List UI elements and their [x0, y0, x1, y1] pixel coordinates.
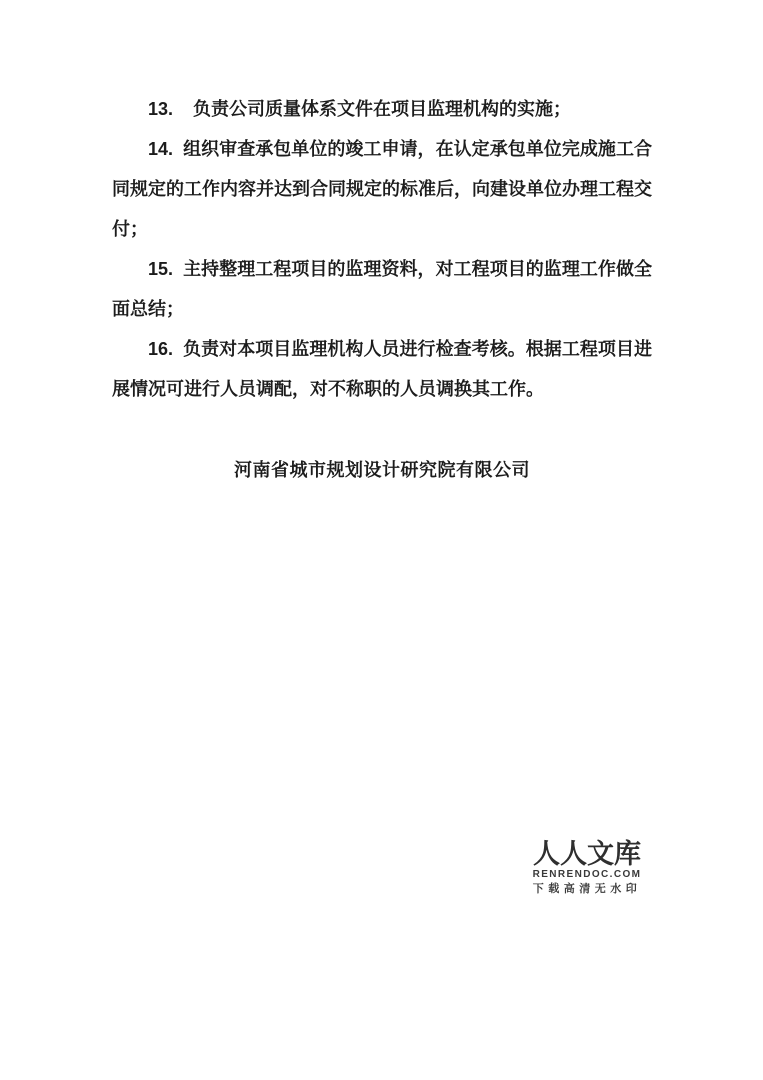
paragraph-15-line-2: 面总结；	[112, 299, 184, 319]
watermark-tagline-text: 下载高清无水印	[532, 883, 642, 895]
signature-company-name: 河南省城市规划设计研究院有限公司	[234, 460, 530, 480]
paragraph-15-line-1: 15. 主持整理工程项目的监理资料，对工程项目的监理工作做全	[148, 259, 652, 279]
paragraph-14-line-2: 同规定的工作内容并达到合同规定的标准后，向建设单位办理工程交	[112, 179, 652, 199]
paragraph-14-line-1: 14. 组织审查承包单位的竣工申请，在认定承包单位完成施工合	[148, 139, 652, 159]
paragraph-16-line-2: 展情况可进行人员调配，对不称职的人员调换其工作。	[112, 379, 544, 399]
watermark-domain-text: RENRENDOC.COM	[532, 869, 642, 880]
watermark	[523, 840, 651, 895]
paragraph-16-line-1: 16. 负责对本项目监理机构人员进行检查考核。根据工程项目进	[148, 339, 652, 359]
paragraph-14-line-3: 付；	[112, 219, 148, 239]
document-body	[112, 89, 652, 490]
watermark-logo-text: 人人文库	[533, 839, 641, 869]
paragraph-13-line-1: 13. 负责公司质量体系文件在项目监理机构的实施；	[148, 99, 572, 119]
